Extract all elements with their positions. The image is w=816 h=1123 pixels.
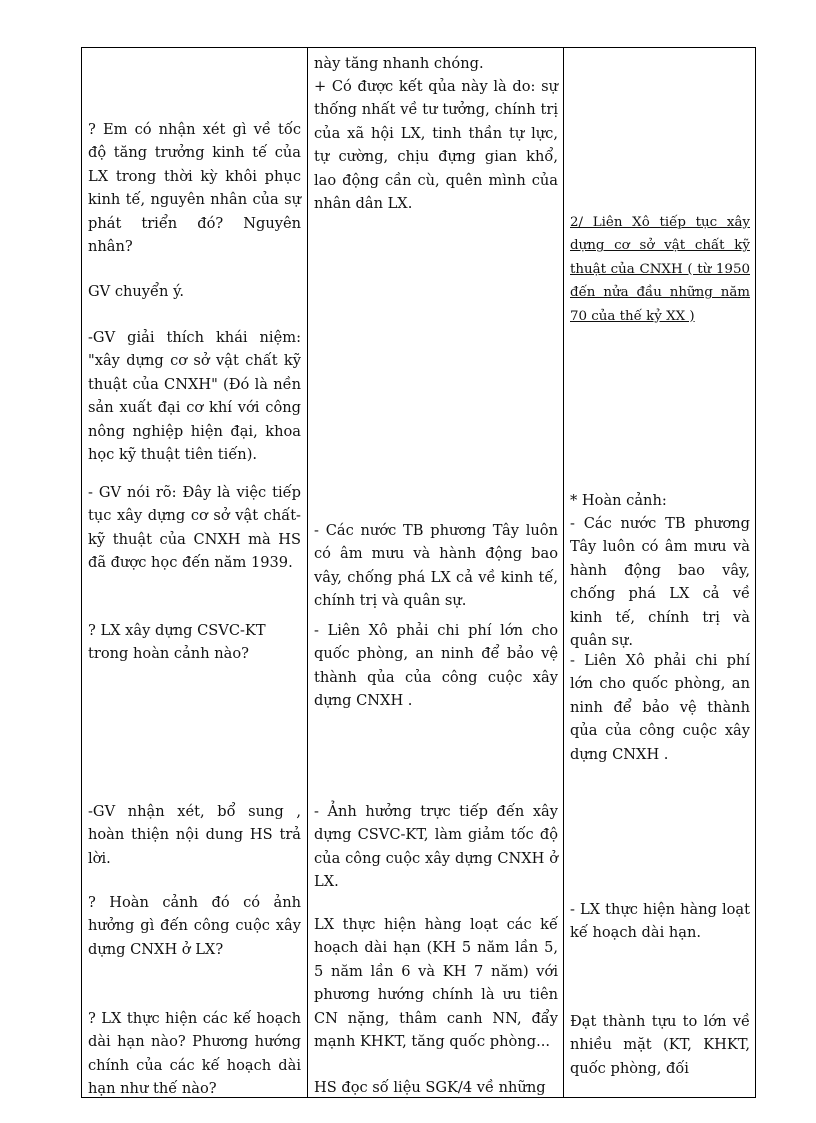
plans-point: - LX thực hiện hàng loạt kế hoạch dài hạn. — [570, 901, 750, 942]
teacher-question-growth: ? Em có nhận xét gì về tốc độ tăng trưởng kinh tế của LX trong thời kỳ khôi phục kinh tế, nguyên nhân của sự phát triển đó? Nguyên nhân? — [88, 121, 301, 256]
teacher-transition: GV chuyển ý. — [88, 283, 185, 300]
student-activity-column — [308, 48, 563, 1097]
section-heading: 2/ Liên Xô tiếp tục xây dựng cơ sở vật chất kỹ thuật của CNXH ( từ 1950 đến nửa đầu những năm 70 của thế kỷ XX ) — [570, 215, 750, 324]
student-plans: LX thực hiện hàng loạt các kế hoạch dài hạn (KH 5 năm lần 5, 5 năm lần 6 và KH 7 năm) với phương hướng chính là ưu tiên CN nặng, thâm canh NN, đẩy mạnh KHKT, tăng quốc phòng... — [314, 916, 558, 1051]
context-point-1: - Các nước TB phương Tây luôn có âm mưu và hành động bao vây, chống phá LX cả về kinh tế, chính trị và quân sự. — [570, 515, 750, 650]
student-context-2: - Liên Xô phải chi phí lớn cho quốc phòng, an ninh để bảo vệ thành qủa của công cuộc xây dựng CNXH . — [314, 622, 558, 710]
teacher-question-impact: ? Hoàn cảnh đó có ảnh hưởng gì đến công cuộc xây dựng CNXH ở LX? — [88, 894, 301, 958]
lesson-table — [81, 47, 756, 1098]
teacher-question-context: ? LX xây dựng CSVC-KT trong hoàn cảnh nào? — [88, 622, 266, 663]
context-heading: * Hoàn cảnh: — [570, 492, 667, 509]
student-context-1: - Các nước TB phương Tây luôn có âm mưu và hành động bao vây, chống phá LX cả về kinh tế, chính trị và quân sự. — [314, 522, 558, 610]
teacher-question-plans: ? LX thực hiện các kế hoạch dài hạn nào? Phương hướng chính của các kế hoạch dài hạn như thế nào? — [88, 1010, 301, 1097]
teacher-explanation: -GV giải thích khái niệm: "xây dựng cơ sở vật chất kỹ thuật của CNXH" (Đó là nền sản xuất đại cơ khí với công nông nghiệp hiện đại, khoa học kỹ thuật tiên tiến). — [88, 329, 301, 464]
student-data-reading: HS đọc số liệu SGK/4 về những — [314, 1079, 546, 1096]
lesson-content-column — [564, 48, 757, 1097]
teacher-note: - GV nói rõ: Đây là việc tiếp tục xây dựng cơ sở vật chất- kỹ thuật của CNXH mà HS đã được học đến năm 1939. — [88, 484, 301, 572]
context-point-2: - Liên Xô phải chi phí lớn cho quốc phòng, an ninh để bảo vệ thành qủa của công cuộc xây dựng CNXH . — [570, 652, 750, 763]
teacher-activity-column — [82, 48, 307, 1097]
student-impact: - Ảnh hưởng trực tiếp đến xây dựng CSVC-KT, làm giảm tốc độ của công cuộc xây dựng CNXH ở LX. — [314, 803, 558, 891]
achievements-point: Đạt thành tựu to lớn về nhiều mặt (KT, KHKT, quốc phòng, đối — [570, 1013, 750, 1077]
teacher-review: -GV nhận xét, bổ sung , hoàn thiện nội dung HS trả lời. — [88, 803, 301, 867]
student-cause-text: + Có được kết qủa này là do: sự thống nhất về tư tưởng, chính trị của xã hội LX, tinh thần tự lực, tự cường, chịu đựng gian khổ, lao động cần cù, quên mình của nhân dân LX. — [314, 78, 558, 213]
student-growth-text: này tăng nhanh chóng. — [314, 55, 484, 72]
